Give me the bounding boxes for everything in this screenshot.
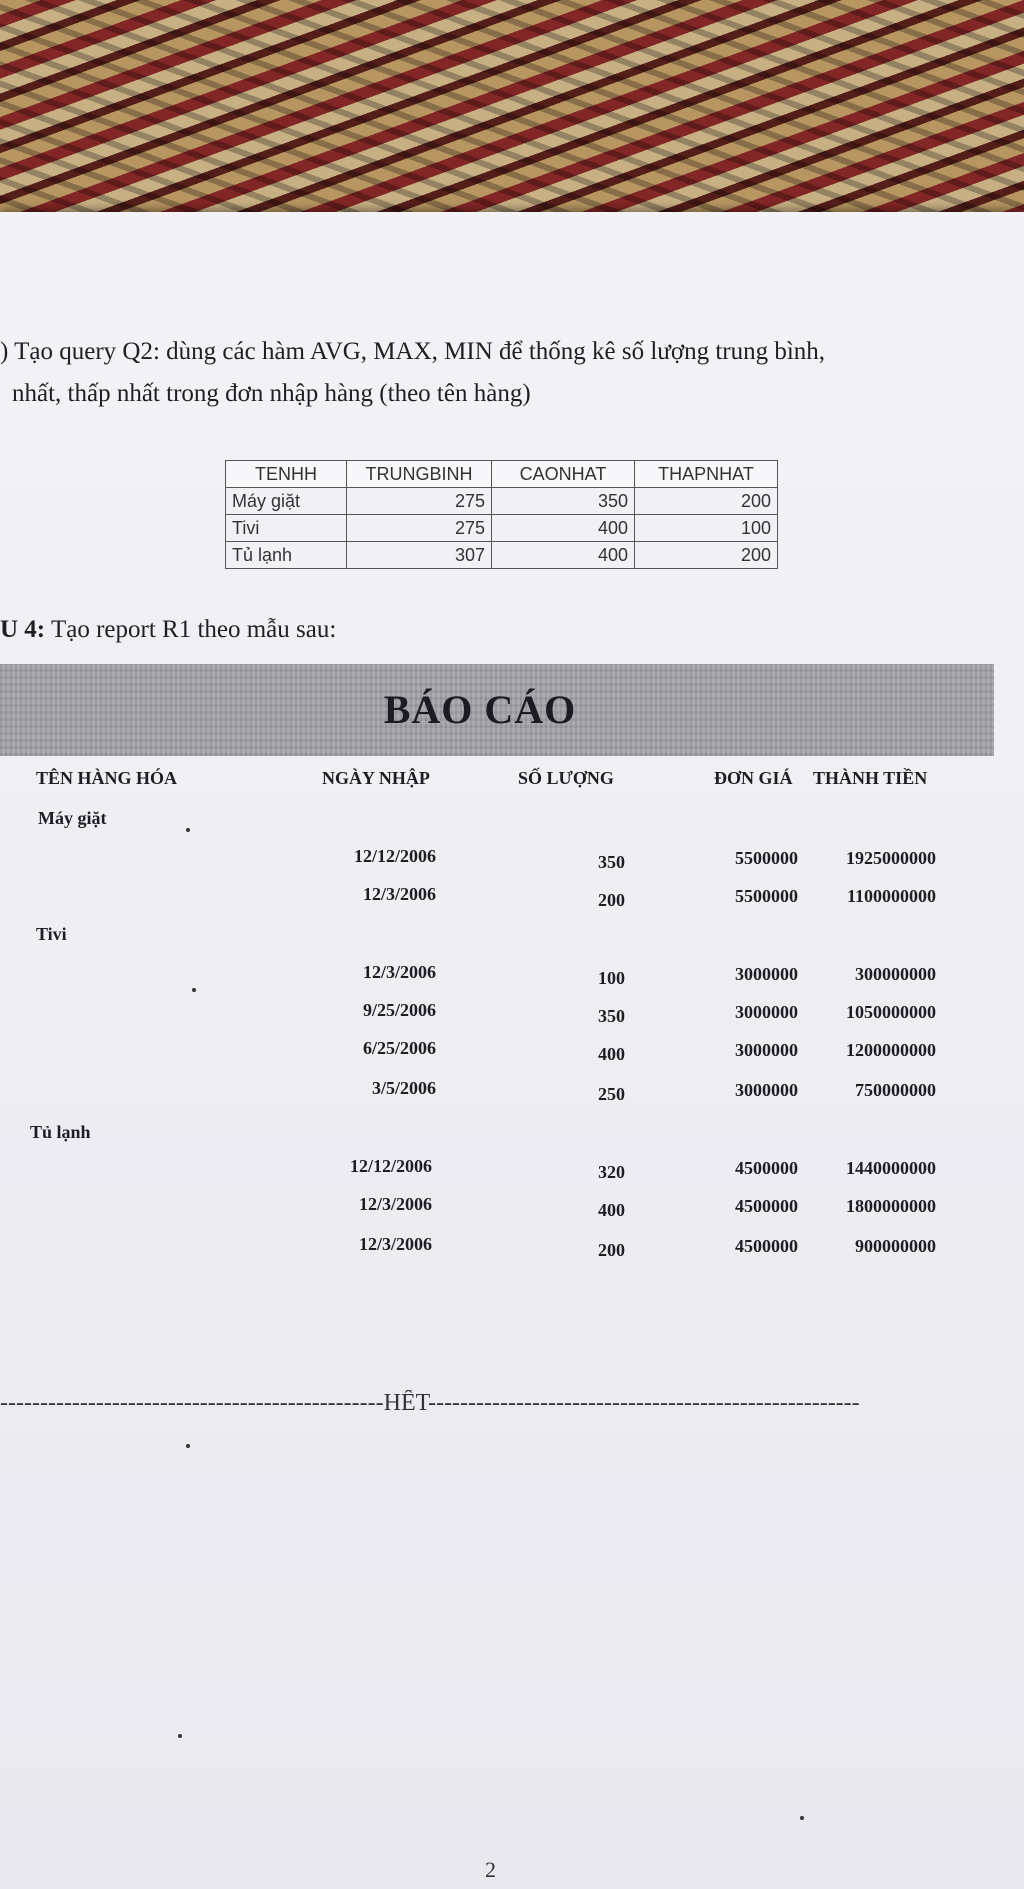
report-cell-qty: 320 — [598, 1162, 625, 1182]
cell-tenhh: Tủ lạnh — [226, 542, 347, 569]
end-text: HẾT — [383, 1390, 429, 1416]
end-dashes-left: ------------------------------------------------ — [0, 1390, 384, 1416]
report-cell-price: 3000000 — [735, 964, 798, 984]
report-cell-total: 300000000 — [855, 964, 936, 984]
cell-trungbinh: 307 — [347, 542, 492, 569]
report-header-total: THÀNH TIỀN — [813, 768, 928, 788]
report-cell-price: 4500000 — [735, 1196, 798, 1216]
table-header-row — [226, 461, 778, 488]
paper-speck — [186, 1444, 190, 1448]
cell-trungbinh: 275 — [347, 515, 492, 542]
report-cell-price: 4500000 — [735, 1158, 798, 1178]
report-cell-qty: 400 — [598, 1044, 625, 1064]
report-cell-total: 1440000000 — [846, 1158, 936, 1178]
report-cell-price: 3000000 — [735, 1002, 798, 1022]
report-header-date: NGÀY NHẬP — [322, 768, 430, 788]
report-cell-qty: 100 — [598, 968, 625, 988]
report-header-product: TÊN HÀNG HÓA — [36, 768, 178, 788]
cell-caonhat: 350 — [492, 488, 635, 515]
cell-caonhat: 400 — [492, 515, 635, 542]
report-cell-qty: 200 — [598, 890, 625, 910]
report-cell-date: 3/5/2006 — [371, 1078, 436, 1098]
report-cell-qty: 250 — [598, 1084, 625, 1104]
page-number: 2 — [485, 1857, 496, 1882]
paper-speck — [800, 1816, 804, 1820]
paper-speck — [186, 828, 190, 832]
report-group-name: Tủ lạnh — [30, 1122, 91, 1142]
cell-thapnhat: 200 — [635, 488, 778, 515]
paper-speck — [178, 1734, 182, 1738]
question-4-prefix: U 4: — [0, 616, 46, 643]
document-page — [0, 212, 1024, 1889]
cell-thapnhat: 100 — [635, 515, 778, 542]
header-tenhh: TENHH — [226, 461, 347, 488]
header-caonhat: CAONHAT — [492, 461, 635, 488]
report-cell-total: 1800000000 — [846, 1196, 936, 1216]
query-result-table — [225, 460, 778, 569]
end-dashes-right: ------------------------------------------------------ — [428, 1390, 860, 1416]
report-cell-date: 6/25/2006 — [362, 1038, 436, 1058]
header-thapnhat: THAPNHAT — [635, 461, 778, 488]
report-group-name: Tivi — [36, 924, 67, 944]
report-cell-total: 1100000000 — [846, 886, 936, 906]
report-title: BÁO CÁO — [383, 687, 577, 732]
table-row — [226, 488, 778, 515]
question-q2-line2: nhất, thấp nhất trong đơn nhập hàng (theo tên hàng) — [12, 380, 531, 407]
report-cell-price: 3000000 — [735, 1040, 798, 1060]
report-cell-price: 5500000 — [735, 886, 798, 906]
report-cell-total: 900000000 — [855, 1236, 936, 1256]
cell-tenhh: Tivi — [226, 515, 347, 542]
report-cell-date: 12/3/2006 — [358, 1234, 432, 1254]
report-banner — [0, 664, 994, 756]
woven-mat-background — [0, 0, 1024, 240]
report-cell-total: 750000000 — [855, 1080, 936, 1100]
report-cell-qty: 350 — [598, 1006, 625, 1026]
question-4-text: Tạo report R1 theo mẫu sau: — [50, 616, 337, 643]
report-cell-date: 12/3/2006 — [362, 962, 436, 982]
report-cell-total: 1200000000 — [846, 1040, 936, 1060]
report-cell-date: 12/12/2006 — [353, 846, 436, 866]
paper-speck — [192, 988, 196, 992]
cell-trungbinh: 275 — [347, 488, 492, 515]
end-marker — [0, 1390, 990, 1417]
report-cell-price: 5500000 — [735, 848, 798, 868]
table-row — [226, 542, 778, 569]
report-header-price: ĐƠN GIÁ — [714, 768, 793, 788]
report-cell-total: 1925000000 — [846, 848, 936, 868]
report-header-quantity: SỐ LƯỢNG — [518, 768, 614, 788]
question-q2-line1: ) Tạo query Q2: dùng các hàm AVG, MAX, MIN để thống kê số lượng trung bình, — [0, 338, 826, 365]
report-cell-date: 12/12/2006 — [349, 1156, 432, 1176]
cell-tenhh: Máy giặt — [226, 488, 347, 515]
report-cell-date: 12/3/2006 — [358, 1194, 432, 1214]
report-cell-total: 1050000000 — [846, 1002, 936, 1022]
cell-thapnhat: 200 — [635, 542, 778, 569]
report-cell-qty: 200 — [598, 1240, 625, 1260]
report-cell-qty: 400 — [598, 1200, 625, 1220]
report-cell-price: 3000000 — [735, 1080, 798, 1100]
table-row — [226, 515, 778, 542]
report-cell-price: 4500000 — [735, 1236, 798, 1256]
report-cell-date: 12/3/2006 — [362, 884, 436, 904]
question-4 — [0, 616, 336, 644]
report-cell-date: 9/25/2006 — [362, 1000, 436, 1020]
report-cell-qty: 350 — [598, 852, 625, 872]
header-trungbinh: TRUNGBINH — [347, 461, 492, 488]
cell-caonhat: 400 — [492, 542, 635, 569]
report-group-name: Máy giặt — [38, 808, 107, 828]
